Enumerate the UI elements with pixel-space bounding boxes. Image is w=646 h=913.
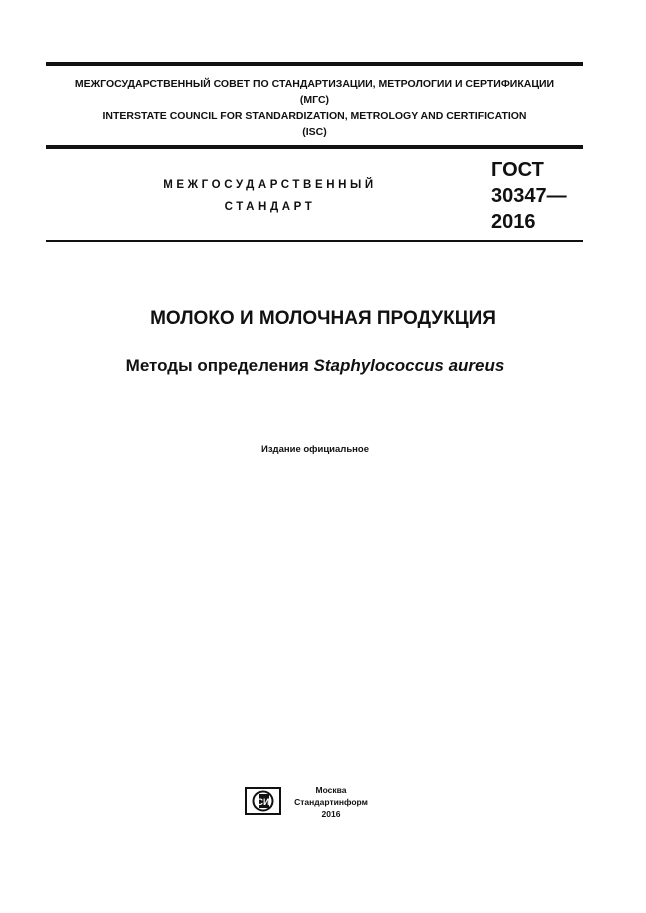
standartinform-logo-icon (245, 787, 281, 815)
gost-line2: 30347— (491, 185, 567, 207)
council-en-line2: (ISC) (302, 126, 327, 138)
council-ru-line2: (МГС) (299, 94, 330, 106)
council-en-line1: INTERSTATE COUNCIL FOR STANDARDIZATION, METROLOGY AND CERTIFICATION (102, 110, 527, 122)
council-ru (46, 76, 583, 108)
subtitle-prefix: Методы определения (125, 356, 314, 375)
subtitle-species: Staphylococcus aureus (313, 356, 505, 375)
top-rule (46, 62, 583, 66)
edition-note: Издание официальное (261, 444, 369, 455)
document-subtitle (0, 356, 630, 376)
logo-letters: СИ (256, 797, 270, 807)
publisher-name: Стандартинформ (294, 797, 368, 807)
standard-type-line1: МЕЖГОСУДАРСТВЕННЫЙ (163, 179, 377, 191)
council-en (46, 108, 583, 140)
document-title: МОЛОКО И МОЛОЧНАЯ ПРОДУКЦИЯ (150, 308, 496, 329)
standard-type-line2: СТАНДАРТ (224, 201, 316, 213)
publisher-city: Москва (315, 785, 347, 795)
publisher-year: 2016 (321, 809, 341, 819)
middle-rule (46, 145, 583, 149)
publisher-block (284, 784, 378, 820)
gost-line3: 2016 (491, 211, 536, 233)
gost-line1: ГОСТ (491, 159, 544, 181)
bottom-rule (46, 240, 583, 242)
council-ru-line1: МЕЖГОСУДАРСТВЕННЫЙ СОВЕТ ПО СТАНДАРТИЗАЦИИ, МЕТРОЛОГИИ И СЕРТИФИКАЦИИ (74, 78, 555, 90)
gost-designation (491, 157, 567, 235)
standard-type (110, 174, 430, 218)
